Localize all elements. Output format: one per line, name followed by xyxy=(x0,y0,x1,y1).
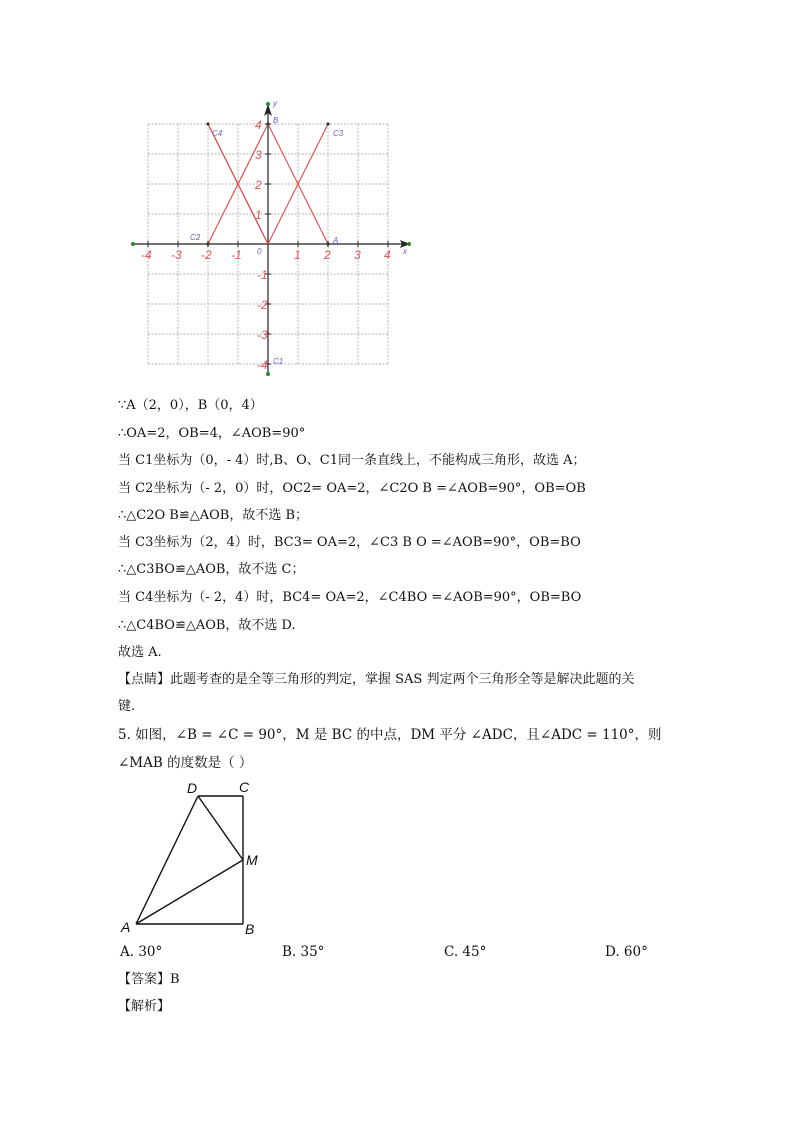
x-tick-label: 1 xyxy=(294,248,301,262)
y-tick-label: 3 xyxy=(255,148,262,162)
point-label-a: A xyxy=(333,236,339,245)
answer-line: 【答案】B xyxy=(118,972,180,987)
remark-line: 【点睛】此题考查的是全等三角形的判定，掌握 SAS 判定两个三角形全等是解决此题的关 xyxy=(118,672,635,687)
y-tick-label: 1 xyxy=(255,208,262,222)
option-a: A. 30° xyxy=(120,944,163,960)
y-tick-label: -3 xyxy=(257,328,268,342)
option-d: D. 60° xyxy=(605,944,648,960)
solution-line-9: ∴△C4BO≌△AOB，故不选 D. xyxy=(118,618,296,633)
question-5-text: 5. 如图，∠B = ∠C = 90°，M 是 BC 的中点，DM 平分 ∠ADC，且∠ADC = 110°，则 xyxy=(118,727,662,743)
y-tick-label: -4 xyxy=(257,358,268,372)
x-tick-label: 4 xyxy=(384,248,391,262)
origin-label: 0 xyxy=(257,247,262,256)
solution-line-6: 当 C3坐标为（2，4）时，BC3= OA=2，∠C3 B O =∠AOB=90°，OB=BO xyxy=(118,535,581,550)
analysis-heading: 【解析】 xyxy=(118,999,171,1014)
coordinate-graph xyxy=(128,98,418,380)
y-axis-label: y xyxy=(273,99,277,108)
solution-line-3: 当 C1坐标为（0，- 4）时,B、O、C1同一条直线上，不能构成三角形，故选 A； xyxy=(118,453,586,468)
option-b: B. 35° xyxy=(282,944,325,960)
option-c: C. 45° xyxy=(444,944,487,960)
point-label-c1: C1 xyxy=(273,357,284,366)
vertex-d: D xyxy=(187,780,198,796)
vertex-c: C xyxy=(239,779,250,795)
solution-line-2: ∴OA=2，OB=4，∠AOB=90° xyxy=(118,426,306,441)
point-label-c3: C3 xyxy=(333,129,344,138)
point-label-c4: C4 xyxy=(212,129,223,138)
vertex-b: B xyxy=(245,921,255,937)
x-tick-label: -1 xyxy=(231,248,242,262)
solution-line-5: ∴△C2O B≌△AOB，故不选 B； xyxy=(118,508,309,523)
y-tick-label: -2 xyxy=(257,298,268,312)
x-tick-label: 3 xyxy=(354,248,361,262)
vertex-m: M xyxy=(246,852,258,868)
solution-line-8: 当 C4坐标为（- 2，4）时，BC4= OA=2，∠C4BO =∠AOB=90°，OB=BO xyxy=(118,590,582,605)
y-tick-label: 2 xyxy=(255,178,262,192)
solution-line-1: ∵A（2，0），B（0，4） xyxy=(118,398,263,413)
solution-line-4: 当 C2坐标为（- 2，0）时，OC2= OA=2，∠C2O B =∠AOB=90°，OB=OB xyxy=(118,481,586,496)
vertex-a: A xyxy=(121,919,131,935)
point-label-b: B xyxy=(273,116,279,125)
x-tick-label: -2 xyxy=(201,248,212,262)
x-tick-label: 2 xyxy=(324,248,331,262)
x-axis-label: x xyxy=(403,247,407,256)
y-tick-label: -1 xyxy=(257,268,268,282)
y-tick-label: 4 xyxy=(255,118,262,132)
point-label-c2: C2 xyxy=(190,233,201,242)
remark-line-cont: 键. xyxy=(118,699,136,714)
solution-line-10: 故选 A. xyxy=(118,645,162,660)
solution-line-7: ∴△C3BO≌△AOB，故不选 C； xyxy=(118,562,305,577)
x-tick-label: -3 xyxy=(171,248,182,262)
question-5-text-cont: ∠MAB 的度数是（ ） xyxy=(118,755,253,771)
x-tick-label: -4 xyxy=(141,248,152,262)
geometry-figure xyxy=(118,777,278,937)
